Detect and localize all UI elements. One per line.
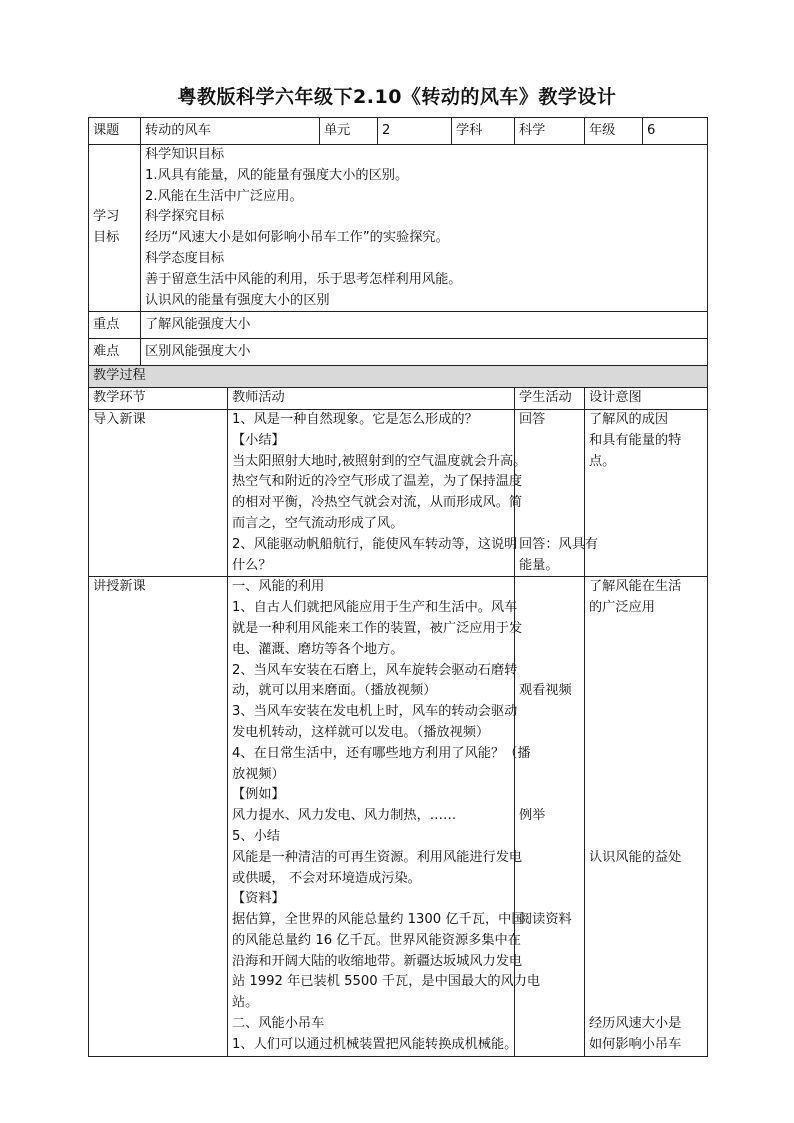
teacher-line: 的风能总量约 16 亿千瓦。世界风能资源多集中在: [232, 932, 521, 948]
col-stage: 教学环节: [89, 388, 228, 410]
lecture-row: [89, 577, 708, 1056]
teacher-line: 而言之，空气流动形成了风。: [232, 515, 404, 531]
teacher-line: 1、人们可以通过机械装置把风能转换成机械能。: [232, 1036, 518, 1052]
key-point-row: [89, 312, 708, 339]
subject-value: 科学: [515, 118, 585, 145]
teacher-line: 热空气和附近的冷空气形成了温差，为了保持温度: [232, 474, 523, 490]
teacher-line: 【资料】: [232, 891, 285, 907]
topic-value: 转动的风车: [141, 118, 320, 145]
teacher-line: 风力提水、风力发电、风力制热，……: [232, 808, 457, 824]
intro-design: [585, 409, 708, 576]
teacher-line: 【例如】: [232, 787, 285, 803]
unit-value: 2: [378, 118, 452, 145]
teacher-line: 【小结】: [232, 432, 285, 448]
teacher-line: 据估算，全世界的风能总量约 1300 亿千瓦，中国: [232, 912, 525, 928]
goal-line: 1.风具有能量，风的能量有强度大小的区别。: [145, 167, 409, 183]
key-point-text: 了解风能强度大小: [141, 312, 708, 339]
column-header-row: [89, 388, 708, 410]
info-row: [89, 118, 708, 145]
difficulty-row: [89, 339, 708, 366]
goal-line: 认识风的能量有强度大小的区别: [145, 292, 330, 308]
design-line: 如何影响小吊车: [589, 1036, 682, 1052]
goals-label-line-2: 目标: [93, 230, 120, 246]
teacher-line: 1、自古人们就把风能应用于生产和生活中。风车: [232, 600, 518, 616]
difficulty-label: 难点: [89, 339, 141, 366]
teacher-line: 沿海和开阔大陆的收缩地带。新疆达坂城风力发电: [232, 953, 523, 969]
teacher-line: 风能是一种清洁的可再生资源。利用风能进行发电: [232, 849, 523, 865]
teacher-line: 电、灌溉、磨坊等各个地方。: [232, 641, 404, 657]
design-line: 点。: [589, 453, 616, 469]
goals-label-line-1: 学习: [93, 209, 120, 225]
intro-stage: 导入新课: [89, 409, 228, 576]
teacher-line: 站 1992 年已装机 5500 千瓦，是中国最大的风力电: [232, 974, 541, 990]
student-line: 回答: [519, 411, 546, 427]
design-line: 了解风的成因: [589, 411, 669, 427]
goal-line: 科学态度目标: [145, 250, 225, 266]
col-student: 学生活动: [515, 388, 585, 410]
student-line: 能量。: [519, 557, 559, 573]
lesson-plan-table: [88, 117, 708, 1057]
intro-teacher: [228, 409, 527, 576]
design-line: 和具有能量的特: [589, 432, 682, 448]
student-line: 观看视频: [519, 683, 572, 699]
goal-line: 2.风能在生活中广泛应用。: [145, 188, 303, 204]
grade-value: 6: [643, 118, 708, 145]
lecture-stage: 讲授新课: [89, 577, 228, 1056]
teacher-line: 二、风能小吊车: [232, 1016, 325, 1032]
teacher-line: 2、当风车安装在石磨上，风车旋转会驱动石磨转: [232, 662, 518, 678]
student-line: 例举: [519, 808, 546, 824]
teacher-line: 一、风能的利用: [232, 579, 325, 595]
student-line: 回答：风具有: [519, 536, 599, 552]
teacher-line: 当太阳照射大地时,被照射到的空气温度就会升高。: [232, 453, 527, 469]
teacher-line: 3、当风车安装在发电机上时，风车的转动会驱动: [232, 704, 518, 720]
topic-label: 课题: [89, 118, 141, 145]
design-line: 认识风能的益处: [589, 849, 682, 865]
col-design: 设计意图: [585, 388, 708, 410]
process-header: 教学过程: [89, 366, 708, 388]
student-line: 阅读资料: [519, 912, 572, 928]
teacher-line: 2、风能驱动帆船航行，能使风车转动等，这说明: [232, 536, 518, 552]
unit-label: 单元: [320, 118, 378, 145]
teacher-line: 动，就可以用来磨面。（播放视频）: [232, 683, 437, 699]
subject-label: 学科: [452, 118, 515, 145]
teacher-line: 5、小结: [232, 828, 280, 844]
design-line: 的广泛应用: [589, 600, 655, 616]
teacher-line: 1、风是一种自然现象。它是怎么形成的？: [232, 411, 478, 427]
teacher-line: 就是一种利用风能来工作的装置，被广泛应用于发: [232, 620, 523, 636]
goal-line: 科学知识目标: [145, 147, 225, 162]
grade-label: 年级: [585, 118, 643, 145]
key-point-label: 重点: [89, 312, 141, 339]
lecture-design: [585, 577, 708, 1056]
teacher-line: 4、在日常生活中，还有哪些地方利用了风能？（播: [232, 745, 531, 761]
design-line: 经历风速大小是: [589, 1016, 682, 1032]
difficulty-text: 区别风能强度大小: [141, 339, 708, 366]
teacher-line: 发电机转动，这样就可以发电。（播放视频）: [232, 724, 490, 740]
goals-label: [89, 145, 141, 312]
col-teacher: 教师活动: [228, 388, 515, 410]
intro-student: [515, 409, 599, 576]
goals-row: [89, 145, 708, 312]
teacher-line: 什么？: [232, 557, 272, 573]
goal-line: 善于留意生活中风能的利用，乐于思考怎样利用风能。: [145, 271, 462, 287]
process-header-row: [89, 366, 708, 388]
goals-content: [141, 145, 708, 312]
goal-line: 科学探究目标: [145, 209, 225, 225]
goal-line: 经历“风速大小是如何影响小吊车工作”的实验探究。: [145, 230, 449, 246]
teacher-line: 站。: [232, 995, 259, 1011]
teacher-line: 放视频）: [232, 766, 285, 782]
teacher-line: 的相对平衡，冷热空气就会对流，从而形成风。简: [232, 495, 523, 511]
document-title: 粤教版科学六年级下2.10《转动的风车》教学设计: [177, 86, 617, 108]
design-line: 了解风能在生活: [589, 579, 682, 595]
teacher-line: 或供暖， 不会对环境造成污染。: [232, 870, 421, 886]
intro-row: [89, 409, 708, 576]
